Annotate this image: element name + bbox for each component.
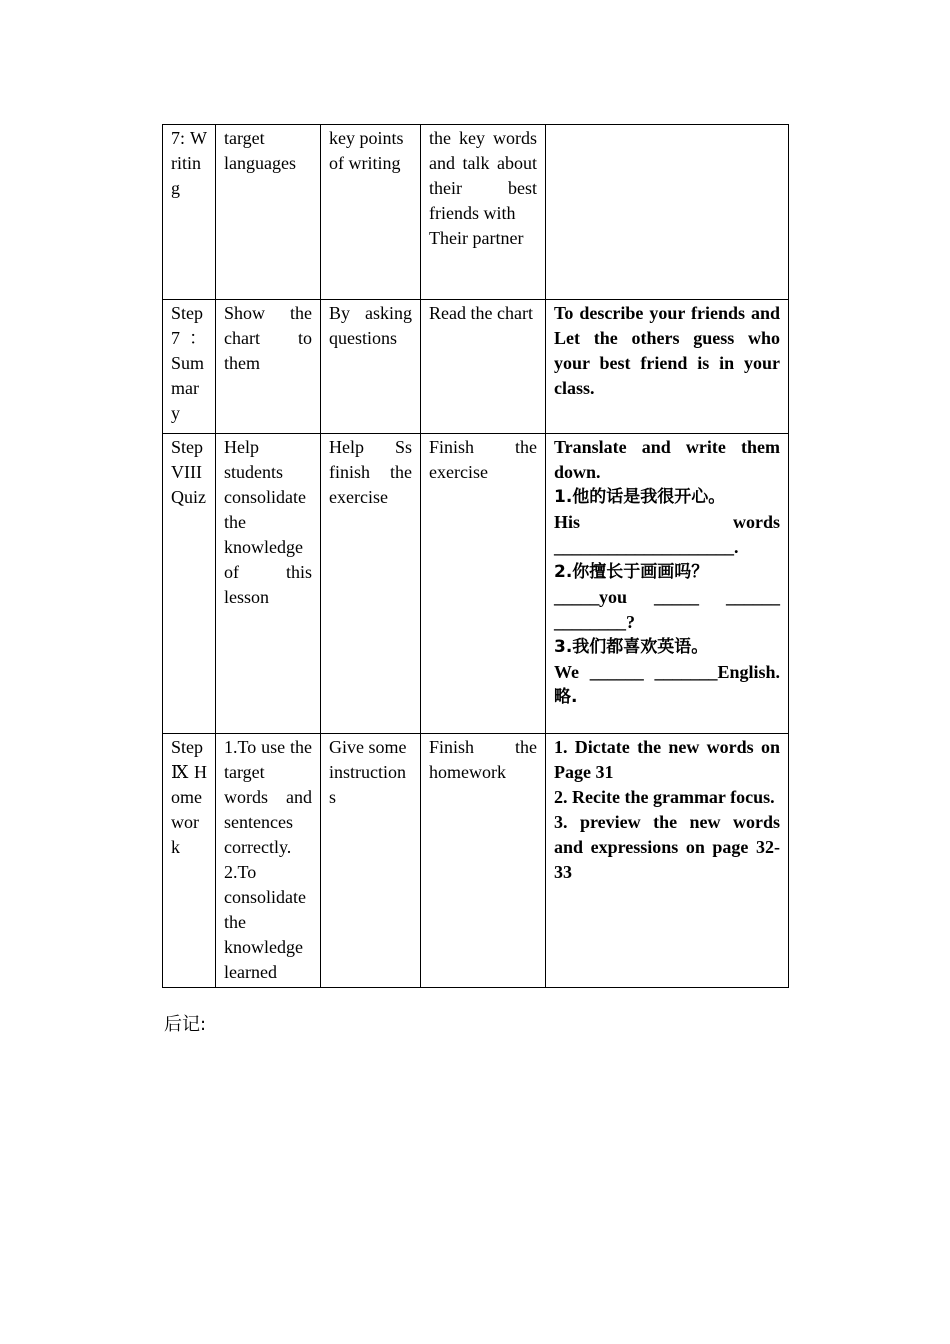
student-activity-line: the key words and talk about their best friends with — [429, 128, 537, 223]
teacher-activity-line: 2.To consolidate the knowledge learned — [224, 862, 306, 982]
student-activity-cell — [421, 300, 546, 434]
content-line: 略. — [554, 687, 578, 707]
content-line: We ______ _______English. — [554, 662, 780, 682]
student-activity-line: Finish the exercise — [429, 437, 537, 482]
step-cell: 7: Writing — [163, 125, 216, 300]
content-cell — [546, 125, 789, 300]
content-cell — [546, 434, 789, 734]
table-row — [163, 734, 789, 988]
table-row — [163, 125, 789, 300]
method-cell: key points of writing — [321, 125, 421, 300]
content-line: His words ____________________. — [554, 512, 780, 557]
content-line: Translate and write them down. — [554, 437, 780, 482]
lesson-plan-table — [162, 124, 789, 988]
table-row — [163, 434, 789, 734]
method-cell: Help Ss finish the exercise — [321, 434, 421, 734]
content-line: _____you _____ ______ ________? — [554, 587, 780, 632]
content-line: To describe your friends and Let the others guess who your best friend is in your class. — [554, 303, 780, 398]
teacher-activity-cell — [216, 734, 321, 988]
content-line: 3. preview the new words and expressions on page 32-33 — [554, 812, 780, 882]
student-activity-line: Their partner — [429, 228, 524, 248]
step-cell: Step 7：Summary — [163, 300, 216, 434]
student-activity-line: Finish the homework — [429, 737, 537, 782]
teacher-activity-line: 1.To use the target words and sentences correctly. — [224, 737, 312, 857]
postscript-label: 后记: — [164, 1014, 207, 1035]
step-cell: Step Ⅸ Homework — [163, 734, 216, 988]
content-line: 1.他的话是我很开心。 — [554, 487, 726, 507]
teacher-activity-cell: target languages — [216, 125, 321, 300]
content-cell — [546, 300, 789, 434]
table-row — [163, 300, 789, 434]
student-activity-cell — [421, 434, 546, 734]
student-activity-line: Read the chart — [429, 303, 533, 323]
teacher-activity-cell: Show the chart to them — [216, 300, 321, 434]
teacher-activity-cell: Help students consolidate the knowledge of this lesson — [216, 434, 321, 734]
content-line: 1. Dictate the new words on Page 31 — [554, 737, 780, 782]
method-cell: By asking questions — [321, 300, 421, 434]
step-cell: Step VIII Quiz — [163, 434, 216, 734]
student-activity-cell — [421, 734, 546, 988]
content-line: 3.我们都喜欢英语。 — [554, 637, 709, 657]
content-cell — [546, 734, 789, 988]
content-line: 2.你擅长于画画吗？ — [554, 562, 709, 582]
content-line: 2. Recite the grammar focus. — [554, 787, 775, 807]
method-cell: Give some instructions — [321, 734, 421, 988]
student-activity-cell — [421, 125, 546, 300]
